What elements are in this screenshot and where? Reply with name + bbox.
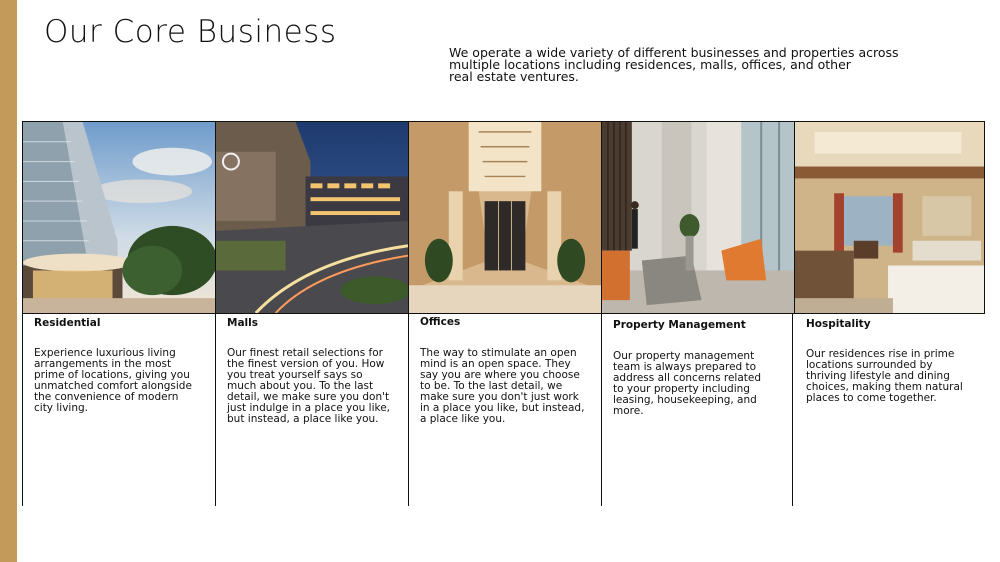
description-line: leasing, housekeeping, and [613,394,757,406]
description-line: Experience luxurious living [34,347,176,359]
description-line: say you are where you choose [420,369,580,381]
description-line: much about you. To the last [227,380,374,392]
business-heading: Residential [34,317,101,329]
description-line: more. [613,405,644,417]
business-card-hospitality [794,121,985,404]
business-description [34,348,210,414]
business-heading: Malls [227,317,258,329]
business-description [806,349,982,404]
description-line: thriving lifestyle and dining [806,370,950,382]
description-line: you treat yourself says so [227,369,363,381]
hotel-room-photo [795,121,984,314]
intro-line: We operate a wide variety of different businesses and properties across [449,45,899,60]
description-line: unmatched comfort alongside [34,380,192,392]
description-line: detail, we make sure you don't [227,391,390,403]
business-heading: Property Management [613,319,746,331]
description-line: a place like you. [420,413,506,425]
business-description [613,351,789,417]
description-line: the convenience of modern [34,391,179,403]
description-line: team is always prepared to [613,361,757,373]
description-line: mind is an open space. They [420,358,571,370]
business-card-malls [215,121,408,506]
business-card-residential [22,121,215,506]
description-line: city living. [34,402,88,414]
mall-exterior-photo [216,121,408,314]
page-title: Our Core Business [44,14,337,50]
office-lobby-photo [409,121,601,314]
description-line: choices, making them natural [806,381,963,393]
description-line: locations surrounded by [806,359,933,371]
lounge-photo [602,121,794,314]
description-line: The way to stimulate an open [420,347,577,359]
description-line: in a place you like, but instead, [420,402,585,414]
description-line: to be. To the last detail, we [420,380,563,392]
description-line: to your property including [613,383,750,395]
description-line: arrangements in the most [34,358,172,370]
accent-bar [0,0,17,562]
business-heading: Hospitality [806,318,871,330]
description-line: make sure you don't just work [420,391,579,403]
description-line: Our finest retail selections for [227,347,383,359]
business-grid [22,121,985,506]
description-line: places to come together. [806,392,937,404]
residential-tower-photo [23,121,215,314]
intro-line: multiple locations including residences, malls, offices, and other [449,57,851,72]
business-description [227,348,403,425]
description-line: Our residences rise in prime [806,348,955,360]
column-divider [792,314,793,506]
intro-line: real estate ventures. [449,69,579,84]
description-line: the finest version of you. How [227,358,385,370]
business-card-property-management [601,121,794,506]
description-line: just indulge in a place you like, [227,402,391,414]
business-heading: Offices [420,316,461,328]
description-line: address all concerns related [613,372,762,384]
description-line: Our property management [613,350,755,362]
description-line: prime of locations, giving you [34,369,190,381]
description-line: but instead, a place like you. [227,413,379,425]
business-description [420,348,596,425]
intro-paragraph [449,47,949,83]
business-card-offices [408,121,601,506]
